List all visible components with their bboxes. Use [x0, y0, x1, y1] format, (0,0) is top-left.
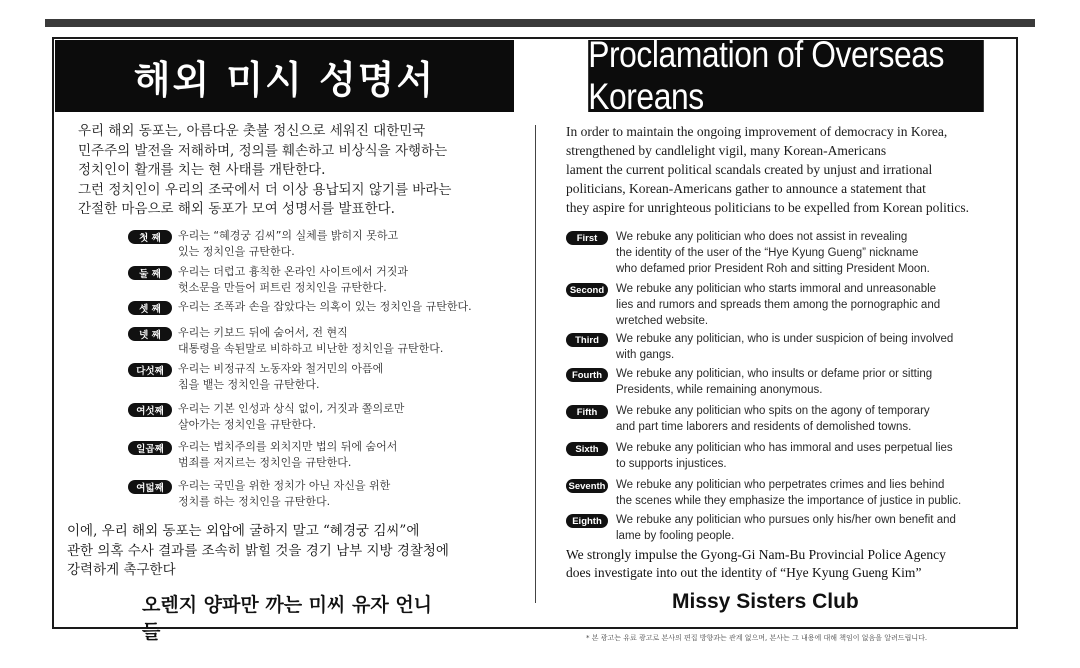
item-line: 범죄를 저지르는 정치인을 규탄한다.: [178, 455, 352, 469]
item-badge: 셋 째: [128, 301, 172, 315]
item-line: 살아가는 정치인을 규탄한다.: [178, 417, 317, 431]
column-divider: [535, 125, 536, 603]
english-item: [566, 331, 996, 366]
intro-line: lament the current political scandals created by unjust and irrational: [566, 162, 933, 177]
item-line: with gangs.: [616, 349, 675, 361]
item-line: 정치를 하는 정치인을 규탄한다.: [178, 494, 331, 508]
item-line: We rebuke any politician who does not assist in revealing: [616, 231, 908, 243]
item-line: to supports injustices.: [616, 458, 727, 470]
top-rule: [45, 19, 1035, 27]
item-badge: First: [566, 231, 608, 245]
closing-line: 강력하게 촉구한다: [67, 562, 176, 578]
intro-line: politicians, Korean-Americans gather to announce a statement that: [566, 181, 926, 196]
item-line: 우리는 조폭과 손을 잡았다는 의혹이 있는 정치인을 규탄한다.: [178, 300, 472, 313]
intro-line: 민주주의 발전을 저해하며, 정의를 훼손하고 비상식을 자행하는: [78, 142, 448, 159]
closing-line: We strongly impulse the Gyong-Gi Nam-Bu Provincial Police Agency: [566, 547, 946, 562]
closing-line: 이에, 우리 해외 동포는 외압에 굴하지 말고 “혜경궁 김씨”에: [67, 523, 420, 539]
korean-item: [128, 401, 518, 439]
closing-line: does investigate into out the identity of “Hye Kyung Gueng Kim”: [566, 564, 922, 580]
closing-line: 관한 의혹 수사 결과를 조속히 밝힐 것을 경기 남부 지방 경찰청에: [67, 542, 449, 559]
item-line: 우리는 법치주의를 외치지만 법의 뒤에 숨어서: [178, 439, 398, 453]
item-badge: Eighth: [566, 514, 608, 528]
item-badge: Fourth: [566, 368, 608, 382]
english-item: [566, 403, 996, 440]
item-line: We rebuke any politician, who is under suspicion of being involved: [616, 333, 954, 345]
item-badge: Second: [566, 283, 608, 297]
item-line: the identity of the user of the “Hye Kyung Gueng” nickname: [616, 247, 919, 259]
item-line: and part time laborers and residents of demolished towns.: [616, 421, 912, 433]
item-badge: 둘 째: [128, 266, 172, 280]
intro-line: 그런 정치인이 우리의 조국에서 더 이상 용납되지 않기를 바라는: [78, 181, 452, 198]
item-line: who defamed prior President Roh and sitting President Moon.: [616, 263, 930, 275]
english-item: [566, 512, 996, 547]
english-closing: [566, 546, 1006, 581]
korean-item: [128, 325, 518, 361]
intro-line: strengthened by candlelight vigil, many Korean-Americans: [566, 143, 887, 158]
english-intro: [566, 122, 996, 217]
item-line: 대통령을 속된말로 비하하고 비난한 정치인을 규탄한다.: [178, 342, 444, 355]
item-badge: Sixth: [566, 442, 608, 456]
item-line: 침을 뱉는 정치인을 규탄한다.: [178, 377, 320, 391]
item-line: We rebuke any politician, who insults or defame prior or sitting: [616, 368, 933, 380]
intro-line: 정치인이 활개를 치는 현 사태를 개탄한다.: [78, 162, 326, 178]
disclaimer-footnote: * 본 광고는 유료 광고로 본사의 편집 방향과는 관계 없으며, 본사는 그 내용에 대해 책임이 없음을 알려드립니다.: [586, 634, 928, 642]
item-line: lies and rumors and spreads them among the pornographic and: [616, 299, 941, 311]
korean-items: [128, 228, 518, 513]
intro-line: they aspire for unrighteous politicians to be expelled from Korean politics.: [566, 200, 970, 215]
item-line: We rebuke any politician who starts immoral and unreasonable: [616, 283, 937, 295]
korean-title: 해외 미시 성명서: [55, 40, 514, 112]
english-items: [566, 229, 996, 547]
item-badge: Seventh: [566, 479, 608, 493]
intro-line: 간절한 마음으로 해외 동포가 모여 성명서를 발표한다.: [78, 201, 395, 217]
korean-intro: [78, 122, 518, 220]
korean-item: [128, 361, 518, 401]
item-line: We rebuke any politician who pursues only his/her own benefit and: [616, 514, 956, 526]
item-badge: 첫 째: [128, 230, 172, 244]
item-line: We rebuke any politician who has immoral and uses perpetual lies: [616, 442, 953, 454]
item-line: 우리는 “혜경궁 김씨”의 실체를 밝히지 못하고: [178, 229, 399, 242]
intro-line: 우리 해외 동포는, 아름다운 촛불 정신으로 세워진 대한민국: [78, 123, 426, 139]
english-item: [566, 281, 996, 331]
item-badge: Third: [566, 333, 608, 347]
item-line: Presidents, while remaining anonymous.: [616, 384, 823, 396]
item-line: lame by fooling people.: [616, 530, 735, 542]
item-line: We rebuke any politician who perpetrates crimes and lies behind: [616, 479, 945, 491]
korean-item: [128, 478, 518, 514]
korean-item: [128, 228, 518, 264]
item-line: wretched website.: [616, 315, 709, 327]
english-item: [566, 229, 996, 281]
korean-signature: 오렌지 양파만 까는 미씨 유자 언니들: [142, 594, 433, 643]
item-badge: 여덟째: [128, 480, 172, 494]
item-badge: Fifth: [566, 405, 608, 419]
korean-item: [128, 264, 518, 300]
korean-closing: [67, 522, 517, 581]
item-badge: 일곱째: [128, 441, 172, 455]
korean-item: [128, 439, 518, 478]
english-item: [566, 366, 996, 403]
item-line: 우리는 키보드 뒤에 숨어서, 전 현직: [178, 326, 348, 339]
item-line: 우리는 기본 인성과 상식 없이, 거짓과 쫄의로만: [178, 401, 405, 415]
intro-line: In order to maintain the ongoing improvement of democracy in Korea,: [566, 124, 948, 139]
english-title: Proclamation of Overseas Koreans: [588, 40, 984, 112]
item-line: 우리는 비정규직 노동자와 철거민의 아픔에: [178, 361, 384, 375]
item-badge: 넷 째: [128, 327, 172, 341]
item-badge: 여섯째: [128, 403, 172, 417]
english-item: [566, 440, 996, 477]
english-item: [566, 477, 996, 512]
item-badge: 다섯째: [128, 363, 172, 377]
item-line: We rebuke any politician who spits on the agony of temporary: [616, 405, 930, 417]
item-line: 헛소문을 만들어 퍼트린 정치인을 규탄한다.: [178, 280, 387, 294]
item-line: the scenes while they emphasize the importance of justice in public.: [616, 495, 962, 507]
korean-item: [128, 299, 518, 325]
item-line: 우리는 국민을 위한 정치가 아닌 자신을 위한: [178, 478, 391, 492]
english-signature: Missy Sisters Club: [672, 590, 859, 613]
item-line: 있는 정치인을 규탄한다.: [178, 245, 295, 258]
item-line: 우리는 더럽고 흉칙한 온라인 사이트에서 거짓과: [178, 264, 409, 278]
